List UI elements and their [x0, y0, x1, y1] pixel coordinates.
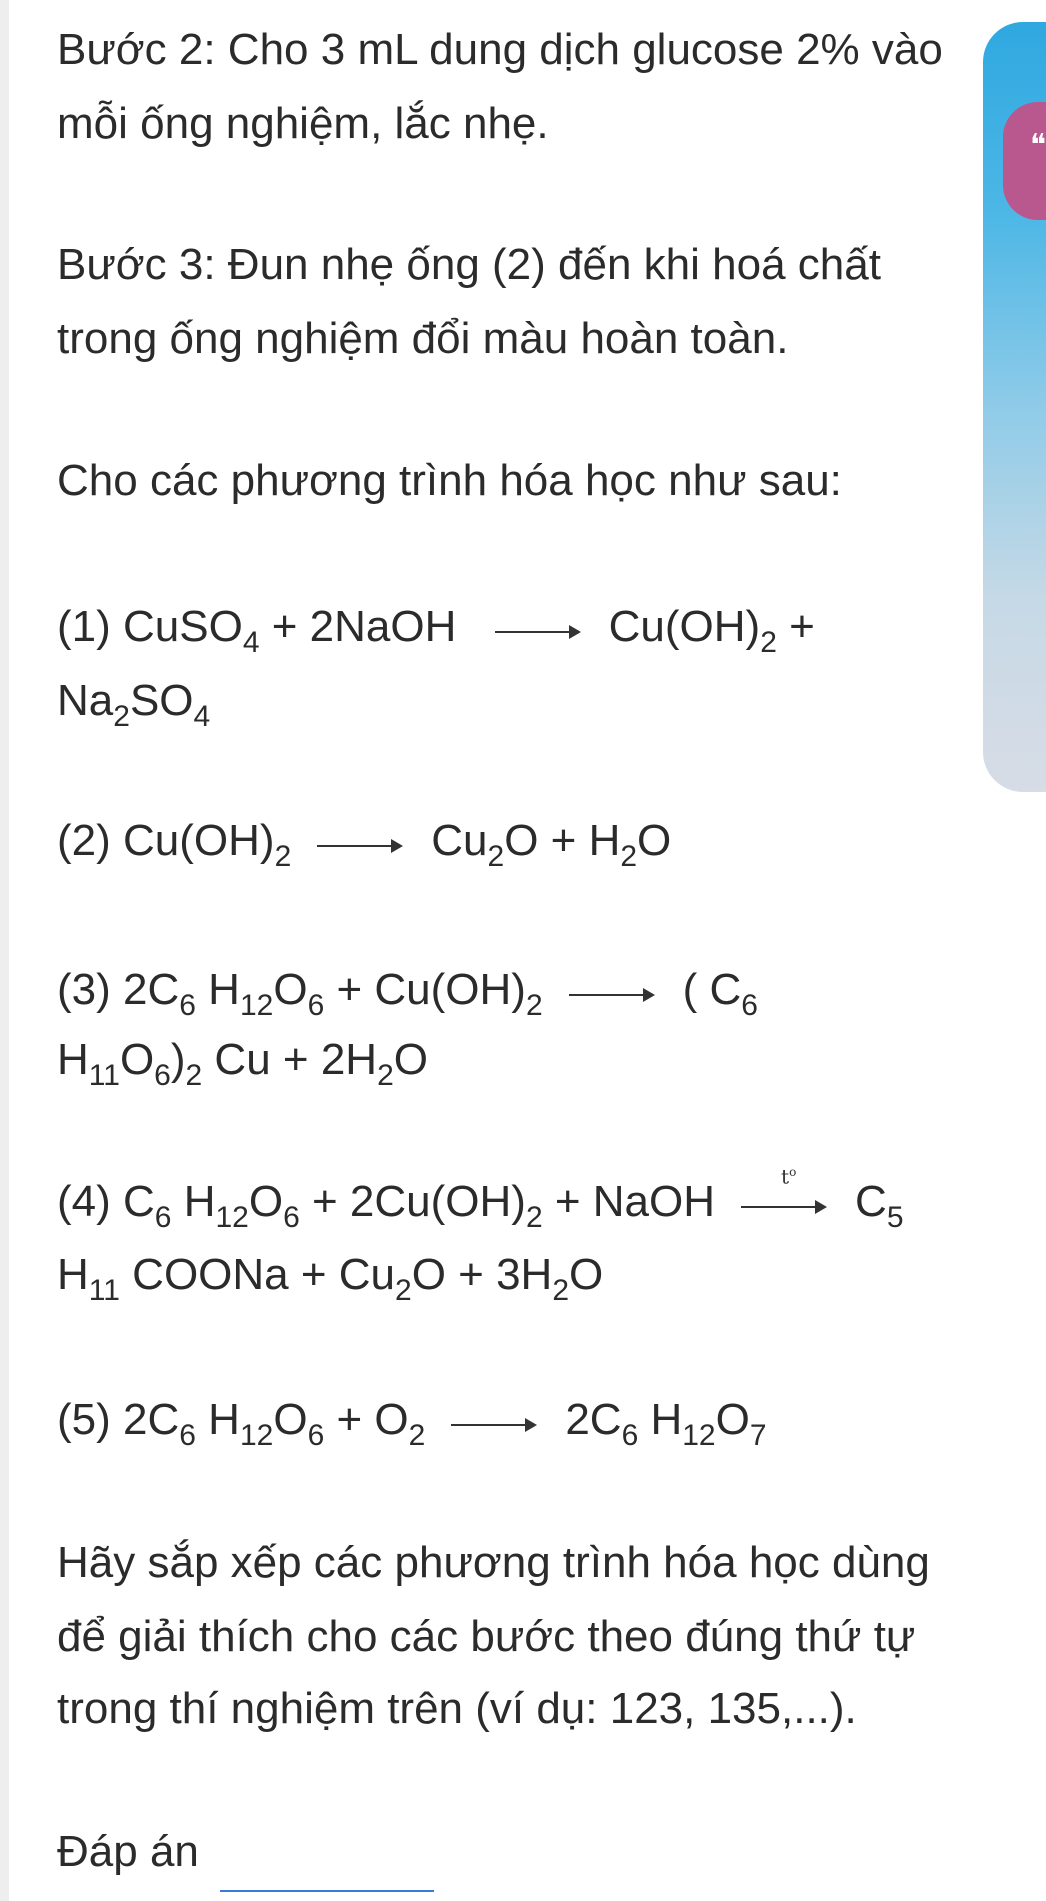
- question-line2: để giải thích cho các bước theo đúng thứ tự: [57, 1612, 916, 1661]
- equation-number: (3): [57, 965, 111, 1014]
- equation-5: (5) $2C_6$ $H_{12}O_6 + O_2$ $2C_6$ $H_{12}O_7$: [57, 1395, 767, 1452]
- step3-line2: trong ống nghiệm đổi màu hoàn toàn.: [57, 314, 789, 363]
- step2-line2: mỗi ống nghiệm, lắc nhẹ.: [57, 99, 549, 148]
- equation-number: (4): [57, 1177, 111, 1226]
- chat-bubble-icon: ❝: [1030, 128, 1046, 163]
- step3-line1: Bước 3: Đun nhẹ ống (2) đến khi hoá chất: [57, 240, 881, 289]
- reaction-arrow-icon: [565, 972, 657, 1012]
- question-line1: Hãy sắp xếp các phương trình hóa học dùng: [57, 1538, 930, 1587]
- reaction-arrow-heat-icon: [737, 1165, 829, 1224]
- answer-input-field[interactable]: [220, 1890, 434, 1892]
- reaction-arrow-icon: [313, 823, 405, 863]
- equations-intro: Cho các phương trình hóa học như sau:: [57, 456, 842, 505]
- equation-3-line2: $H_{11}O_6)_2$ $Cu + 2H_2O$: [57, 1035, 428, 1092]
- answer-label: Đáp án: [57, 1827, 199, 1876]
- equation-number: (5): [57, 1395, 111, 1444]
- equation-number: (1): [57, 602, 111, 651]
- equation-4-line1: (4) $C_6$ $H_{12}O_6 + 2Cu(OH)_2$ + NaOH $t^o$ $C_5$: [57, 1165, 904, 1239]
- reaction-arrow-icon: [491, 609, 583, 649]
- reaction-condition: $t^o$: [781, 1165, 797, 1190]
- equation-4-line2: $H_{11}$ COONa + $Cu_2O + 3H_2O$: [57, 1250, 604, 1307]
- question-line3: trong thí nghiệm trên (ví dụ: 123, 135,...).: [57, 1684, 857, 1733]
- equation-number: (2): [57, 816, 111, 865]
- left-edge-strip: [0, 0, 9, 1901]
- equation-1-line2: $Na_2SO_4$: [57, 676, 211, 733]
- equation-2: (2) $Cu(OH)_2$ $Cu_2O + H_2O$: [57, 816, 672, 873]
- step2-line1: Bước 2: Cho 3 mL dung dịch glucose 2% vào: [57, 25, 943, 74]
- reaction-arrow-icon: [447, 1402, 539, 1442]
- equation-1-line1: (1) CuSO$_4$ + 2NaOH $Cu(OH)_2$ +: [57, 602, 815, 659]
- equation-3-line1: (3) $2C_6$ $H_{12}O_6 + Cu(OH)_2$ ( $C_6$: [57, 965, 758, 1022]
